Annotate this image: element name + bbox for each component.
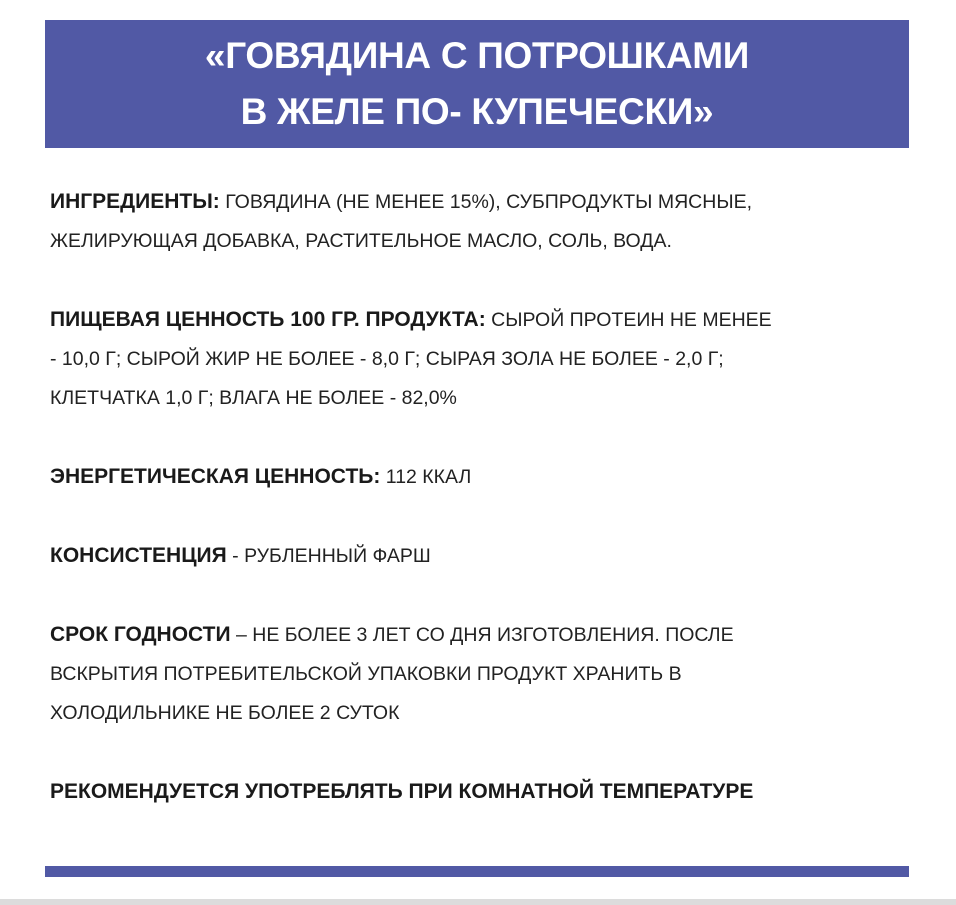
shelf-life-text-line3: ХОЛОДИЛЬНИКЕ НЕ БОЛЕЕ 2 СУТОК: [50, 702, 400, 724]
footer-divider: [45, 866, 909, 877]
consistency-label: КОНСИСТЕНЦИЯ: [50, 544, 227, 567]
shelf-life-text-line2: ВСКРЫТИЯ ПОТРЕБИТЕЛЬСКОЙ УПАКОВКИ ПРОДУКТ ХРАНИТЬ В: [50, 663, 682, 685]
nutrition-section: [50, 300, 910, 418]
shelf-life-section: [50, 615, 910, 733]
nutrition-text-line2: - 10,0 Г; СЫРОЙ ЖИР НЕ БОЛЕЕ - 8,0 Г; СЫРАЯ ЗОЛА НЕ БОЛЕЕ - 2,0 Г;: [50, 348, 724, 370]
recommendation-text: РЕКОМЕНДУЕТСЯ УПОТРЕБЛЯТЬ ПРИ КОМНАТНОЙ ТЕМПЕРАТУРЕ: [50, 780, 754, 803]
shelf-life-text-line1: – НЕ БОЛЕЕ 3 ЛЕТ СО ДНЯ ИЗГОТОВЛЕНИЯ. ПОСЛЕ: [230, 624, 734, 646]
product-title-line1: «ГОВЯДИНА С ПОТРОШКАМИ: [204, 35, 750, 76]
product-title-line2: В ЖЕЛЕ ПО- КУПЕЧЕСКИ»: [240, 91, 714, 132]
ingredients-text-line1: ГОВЯДИНА (НЕ МЕНЕЕ 15%), СУБПРОДУКТЫ МЯСНЫЕ,: [219, 191, 753, 213]
consistency-text: - РУБЛЕННЫЙ ФАРШ: [226, 545, 431, 567]
product-title-banner: [45, 20, 909, 148]
energy-text: 112 ККАЛ: [380, 466, 472, 488]
energy-label: ЭНЕРГЕТИЧЕСКАЯ ЦЕННОСТЬ:: [50, 465, 381, 488]
ingredients-section: [50, 182, 910, 261]
product-description: [50, 182, 910, 811]
nutrition-label: ПИЩЕВАЯ ЦЕННОСТЬ 100 ГР. ПРОДУКТА:: [50, 308, 486, 331]
ingredients-label: ИНГРЕДИЕНТЫ:: [50, 190, 220, 213]
shelf-life-label: СРОК ГОДНОСТИ: [50, 623, 231, 646]
energy-section: [50, 457, 910, 497]
bottom-strip: [0, 899, 956, 905]
consistency-section: [50, 536, 910, 576]
ingredients-text-line2: ЖЕЛИРУЮЩАЯ ДОБАВКА, РАСТИТЕЛЬНОЕ МАСЛО, СОЛЬ, ВОДА.: [50, 230, 672, 252]
nutrition-text-line1: СЫРОЙ ПРОТЕИН НЕ МЕНЕЕ: [485, 309, 772, 331]
nutrition-text-line3: КЛЕТЧАТКА 1,0 Г; ВЛАГА НЕ БОЛЕЕ - 82,0%: [50, 387, 457, 409]
